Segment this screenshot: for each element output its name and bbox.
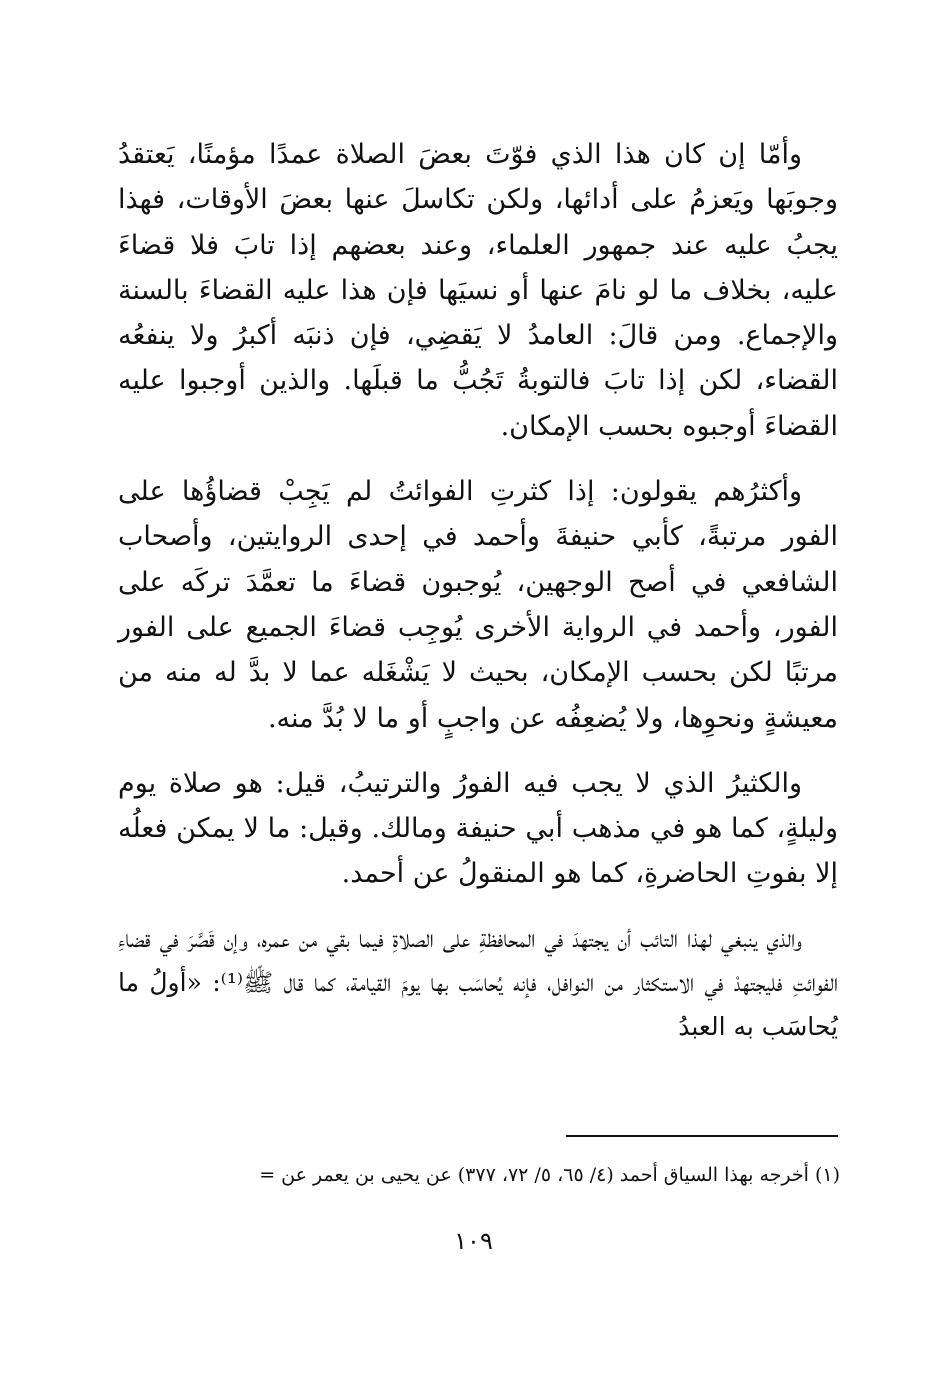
paragraph-4: والذي ينبغي لهذا التائب أن يجتهدَ في المحافظةِ على الصلاةِ فيما بقي من عمره، وإن قَصَّرَ في قضاءِ الفوائتِ فليجتهدْ في الاستكثار من النوافل، فإنه يُحاسَب بها يومَ القيامة، كما قال ﷺ⁽¹⁾: «أولُ ما يُحاسَب به العبدُ: [118, 923, 839, 1041]
paragraph-1: وأمّا إن كان هذا الذي فوّتَ بعضَ الصلاة عمدًا مؤمنًا، يَعتقدُ وجوبَها ويَعزمُ على أدائها، ولكن تكاسلَ عنها بعضَ الأوقات، فهذا يجبُ عليه عند جمهور العلماء، وعند بعضهم إذا تابَ فلا قضاءَ عليه، بخلاف ما لو نامَ عنها أو نسيَها فإن هذا عليه القضاءَ بالسنة والإجماع. ومن قالَ: العامدُ لا يَقضِي، فإن ذنبَه أكبرُ ولا ينفعُه القضاء، لكن إذا تابَ فالتوبةُ تَجُبُّ ما قبلَها. والذين أوجبوا عليه القضاءَ أوجبوه بحسب الإمكان.: [118, 139, 838, 442]
paragraph-3: والكثيرُ الذي لا يجب فيه الفورُ والترتيبُ، قيل: هو صلاة يوم وليلةٍ، كما هو في مذهب أبي حنيفة ومالك. وقيل: ما لا يمكن فعلُه إلا بفوتِ الحاضرةِ، كما هو المنقولُ عن أحمد.: [118, 767, 838, 890]
paragraph-2: وأكثرُهم يقولون: إذا كثرتِ الفوائتُ لم يَجِبْ قضاؤُها على الفور مرتبةً، كأبي حنيفةَ وأحمد في إحدى الروايتين، وأصحاب الشافعي في أصح الوجهين، يُوجبون قضاءَ ما تعمَّدَ تركَه على الفور، وأحمد في الرواية الأخرى يُوجِب قضاءَ الجميع على الفور مرتبًا لكن بحسب الإمكان، بحيث لا يَشْغَله عما لا بدَّ له منه من معيشةٍ ونحوِها، ولا يُضعِفُه عن واجبٍ أو ما لا بُدَّ منه.: [118, 476, 838, 734]
main-text: [118, 132, 838, 1069]
footnote: (١) أخرجه بهذا السياق أحمد (٤/ ٦٥، ٥/ ٧٢، ٣٧٧) عن يحيى بن يعمر عن =: [259, 1164, 840, 1186]
footnote-divider: [566, 1135, 838, 1137]
page-number: ١٠٩: [454, 1227, 493, 1255]
